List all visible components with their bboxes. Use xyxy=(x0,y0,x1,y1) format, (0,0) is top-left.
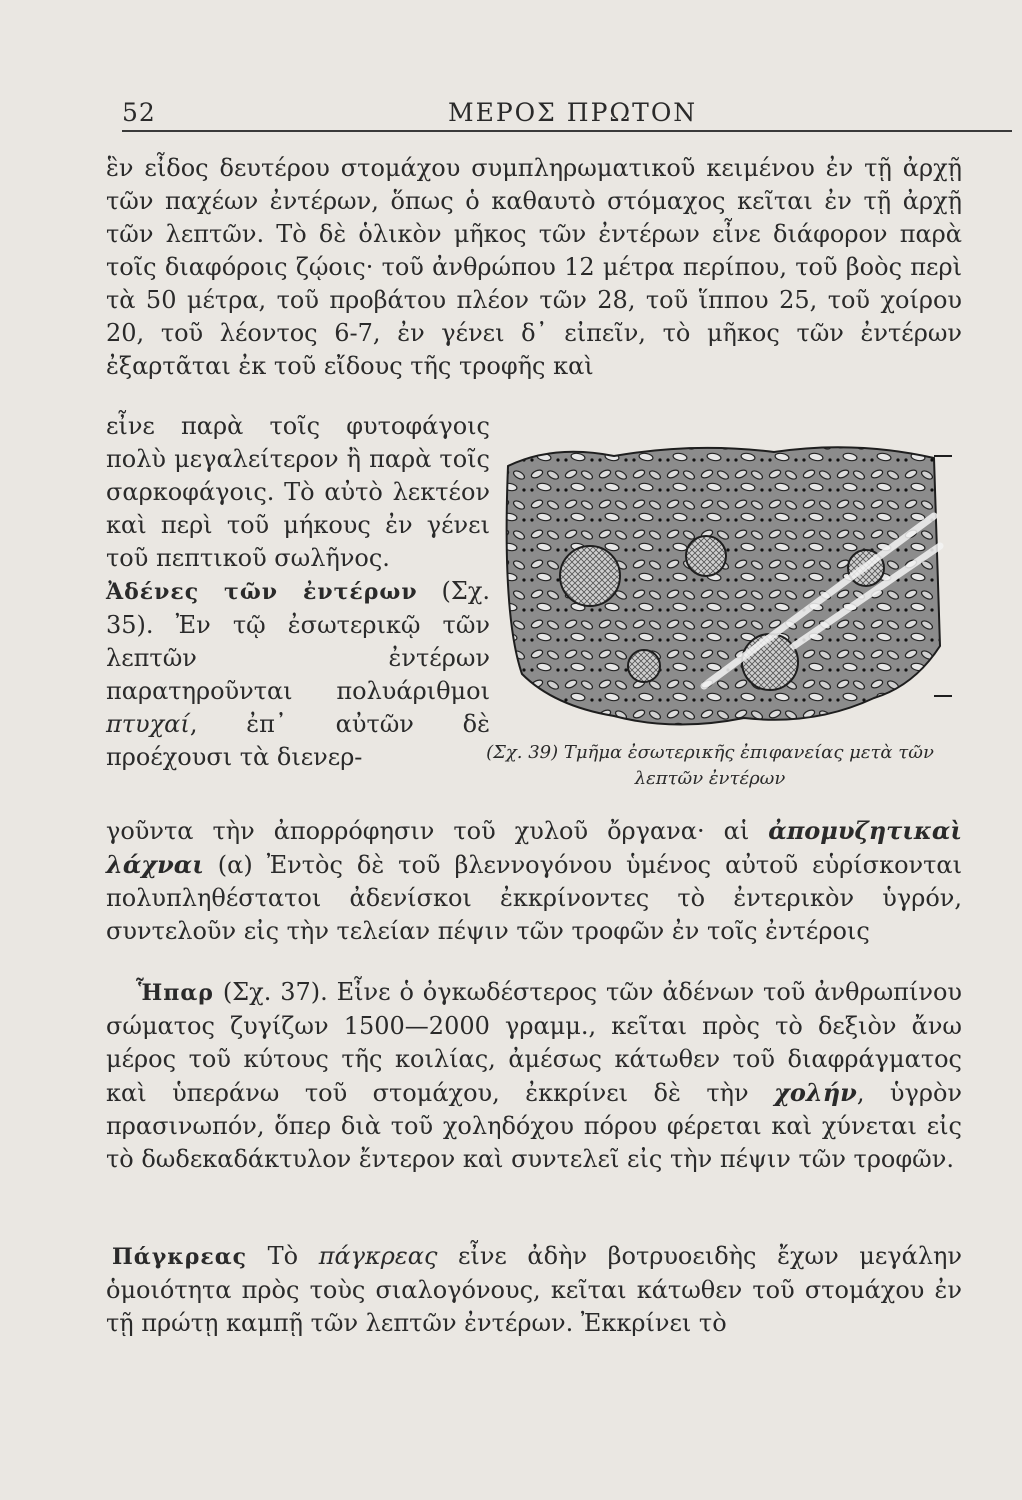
liver-body: (Σχ. 37). Εἶνε ὁ ὀγκωδέστερος τῶν ἀδένων τοῦ ἀνθρωπίνου σώματος ζυγίζων 1500—2000 γραμμ., κεῖται πρὸς τὸ δεξιὸν ἄνω μέρος τοῦ κύτους τῆς κοιλίας, ἀμέσως κάτωθεν τοῦ διαφράγματος καὶ ὑπεράνω τοῦ στομάχου, ἐκκρίνει δὲ τὴν xyxy=(106,978,962,1107)
pancreas-rest: εἶνε ἀδὴν βοτρυοειδὴς ἔχων μεγάλην ὁμοιότητα πρὸς τοὺς σιαλογόνους, κεῖται κάτωθεν τοῦ στομάχου ἐν τῇ πρώτῃ καμπῇ τῶν λεπτῶν ἐντέρων. Ἐκκρίνει τὸ xyxy=(106,1242,962,1337)
villi-term: ἀπομυζητικαὶ λάχναι xyxy=(106,816,962,879)
folds-word: πτυχαί xyxy=(106,710,190,738)
figure-intestinal-villi xyxy=(494,436,952,736)
paragraph-absorption xyxy=(106,814,962,948)
pancreas-term: Πάγκρεας xyxy=(112,1244,248,1270)
pancreas-start: Τὸ xyxy=(247,1242,319,1270)
page-header xyxy=(122,94,1012,132)
paragraph-intestinal-glands xyxy=(106,410,490,774)
glands-term: Ἀδένες τῶν ἐντέρων xyxy=(106,579,418,605)
paragraph-pancreas xyxy=(106,1240,962,1340)
liver-term: Ἧπαρ xyxy=(136,980,214,1006)
glands-intro: εἶνε παρὰ τοῖς φυτοφάγοις πολὺ μεγαλείτερον ἢ παρὰ τοῖς σαρκοφάγοις. Τὸ αὐτὸ λεκτέον καὶ περὶ τοῦ μήκους ἐν γένει τοῦ πεπτικοῦ σωλῆνος. xyxy=(106,412,490,572)
glands-continued: , ἐπ᾽ αὐτῶν δὲ προέχουσι τὰ διενερ- xyxy=(106,710,490,771)
glands-body: (Σχ. 35). Ἐν τῷ ἐσωτερικῷ τῶν λεπτῶν ἐντέρων παρατηροῦνται πολυάριθμοι xyxy=(106,577,490,705)
intestinal-villi-engraving-icon xyxy=(494,436,952,736)
page-number: 52 xyxy=(122,98,156,127)
paragraph-liver xyxy=(106,976,962,1176)
paragraph-intestine-length: ἓν εἶδος δευτέρου στομάχου συμπληρωματικοῦ κειμένου ἐν τῇ ἀρχῇ τῶν παχέων ἐντέρων, ὅπως ὁ καθαυτὸ στόμαχος κεῖται ἐν τῇ ἀρχῇ τῶν λεπτῶν. Τὸ δὲ ὁλικὸν μῆκος τῶν ἐντέρων εἶνε διάφορον παρὰ τοῖς διαφόροις ζῴοις· τοῦ ἀνθρώπου 12 μέτρα περίπου, τοῦ βοὸς περὶ τὰ 50 μέτρα, τοῦ προβάτου πλέον τῶν 28, τοῦ ἵππου 25, τοῦ χοίρου 20, τοῦ λέοντος 6-7, ἐν γένει δ᾽ εἰπεῖν, τὸ μῆκος τῶν ἐντέρων ἐξαρτᾶται ἐκ τοῦ εἴδους τῆς τροφῆς καὶ xyxy=(106,154,962,380)
pancreas-italic: πάγκρεας xyxy=(318,1242,438,1270)
liver-rest: , ὑγρὸν πρασινωπόν, ὅπερ διὰ τοῦ χοληδόχου πόρου φέρεται καὶ χύνεται εἰς τὸ δωδεκαδάκτυλον ἔντερον καὶ συντελεῖ εἰς τὴν πέψιν τῶν τροφῶν. xyxy=(106,1079,962,1173)
bile-term: χολήν xyxy=(774,1078,857,1107)
running-head: ΜΕΡΟΣ ΠΡΩΤΟΝ xyxy=(448,98,698,127)
absorption-rest: (α) Ἐντὸς δὲ τοῦ βλεννογόνου ὑμένος αὐτοῦ εὑρίσκονται πολυπληθέστατοι ἀδενίσκοι ἐκκρίνοντες τὸ ἐντερικὸν ὑγρόν, συντελοῦν εἰς τὴν τελείαν πέψιν τῶν τροφῶν ἐν τοῖς ἐντέροις xyxy=(106,851,962,945)
absorption-start: γοῦντα τὴν ἀπορρόφησιν τοῦ χυλοῦ ὄργανα· αἱ xyxy=(106,817,769,845)
figure-caption: (Σχ. 39) Τμῆμα ἐσωτερικῆς ἐπιφανείας μετὰ τῶν λεπτῶν ἐντέρων xyxy=(486,742,934,789)
